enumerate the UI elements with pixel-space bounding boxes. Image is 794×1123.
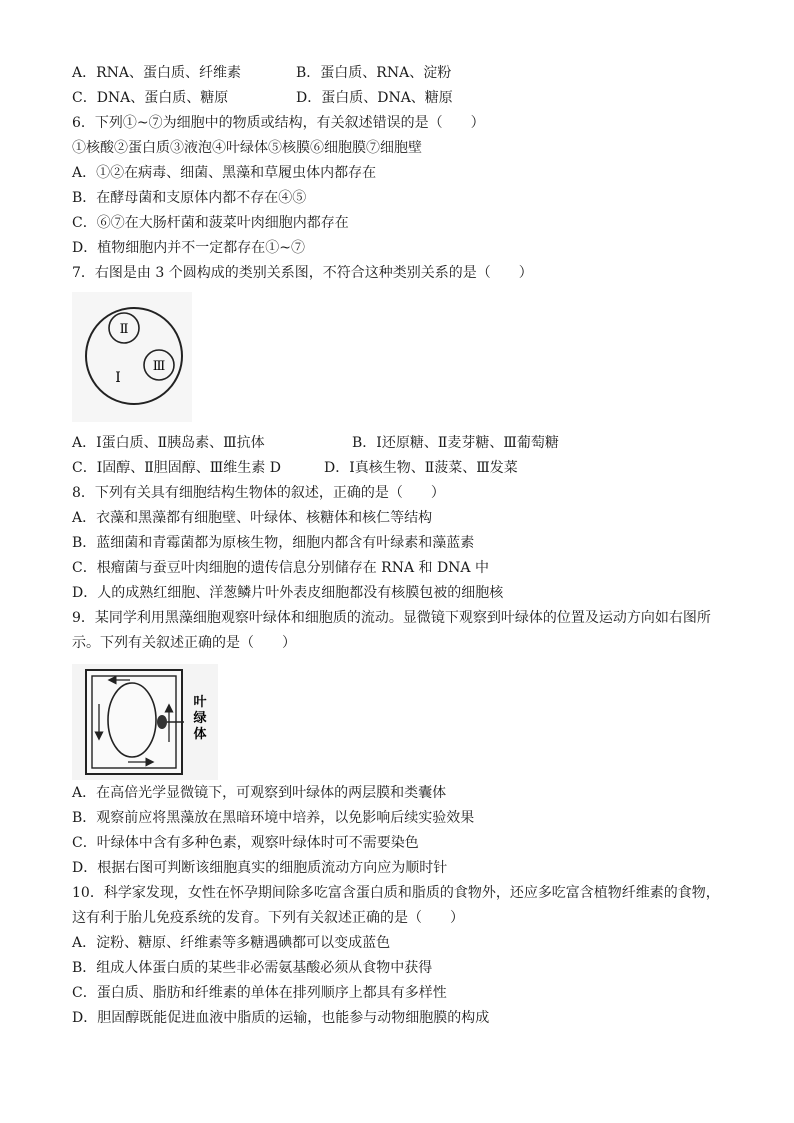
- q5-option-d: D．蛋白质、DNA、糖原: [296, 90, 453, 106]
- q9-option-d: D．根据右图可判断该细胞真实的细胞质流动方向应为顺时针: [72, 860, 448, 876]
- label-II: Ⅱ: [119, 322, 129, 337]
- q9-stem-line1: 9．某同学利用黑藻细胞观察叶绿体和细胞质的流动。显微镜下观察到叶绿体的位置及运动方向如右图所: [72, 610, 711, 626]
- q8-option-b: B．蓝细菌和青霉菌都为原核生物，细胞内都含有叶绿素和藻蓝素: [72, 535, 475, 551]
- q9-option-c: C．叶绿体中含有多种色素，观察叶绿体时可不需要染色: [72, 835, 419, 851]
- q6-stem: 6．下列①~⑦为细胞中的物质或结构，有关叙述错误的是（ ）: [72, 115, 485, 131]
- q9-option-b: B．观察前应将黑藻放在黑暗环境中培养，以免影响后续实验效果: [72, 810, 475, 826]
- q5-option-c: C．DNA、蛋白质、糖原: [72, 90, 229, 106]
- q10-stem-line2: 这有利于胎儿免疫系统的发育。下列有关叙述正确的是（ ）: [72, 910, 464, 926]
- q6-option-a: A．①②在病毒、细菌、黑藻和草履虫体内都存在: [72, 165, 377, 181]
- q10-option-d: D．胆固醇既能促进血液中脂质的运输，也能参与动物细胞膜的构成: [72, 1010, 490, 1026]
- chloroplast-label-char2: 绿: [193, 711, 207, 726]
- q8-option-c: C．根瘤菌与蚕豆叶肉细胞的遗传信息分别储存在 RNA 和 DNA 中: [72, 560, 489, 576]
- q10-stem-line1: 10．科学家发现，女性在怀孕期间除多吃富含蛋白质和脂质的食物外，还应多吃富含植物纤维素的食物，: [72, 885, 720, 901]
- q9-cell-figure: [72, 664, 218, 780]
- chloroplast-label-char1: 叶: [193, 695, 207, 710]
- q10-option-c: C．蛋白质、脂肪和纤维素的单体在排列顺序上都具有多样性: [72, 985, 447, 1001]
- chloroplast-label-char3: 体: [193, 727, 207, 742]
- q5-option-a: A．RNA、蛋白质、纤维素: [72, 65, 242, 81]
- label-I: Ⅰ: [115, 370, 121, 386]
- q7-option-a: A．Ⅰ蛋白质、Ⅱ胰岛素、Ⅲ抗体: [72, 435, 265, 451]
- label-III: Ⅲ: [152, 359, 166, 374]
- q7-option-b: B．Ⅰ还原糖、Ⅱ麦芽糖、Ⅲ葡萄糖: [352, 435, 559, 451]
- q9-option-a: A．在高倍光学显微镜下，可观察到叶绿体的两层膜和类囊体: [72, 785, 447, 801]
- q8-option-a: A．衣藻和黑藻都有细胞壁、叶绿体、核糖体和核仁等结构: [72, 510, 433, 526]
- q7-stem: 7．右图是由 3 个圆构成的类别关系图，不符合这种类别关系的是（ ）: [72, 265, 533, 281]
- q10-option-b: B．组成人体蛋白质的某些非必需氨基酸必须从食物中获得: [72, 960, 433, 976]
- q7-option-d: D．Ⅰ真核生物、Ⅱ菠菜、Ⅲ发菜: [324, 460, 518, 476]
- q8-stem: 8．下列有关具有细胞结构生物体的叙述，正确的是（ ）: [72, 485, 445, 501]
- q6-option-b: B．在酵母菌和支原体内都不存在④⑤: [72, 190, 307, 206]
- q6-option-d: D．植物细胞内并不一定都存在①~⑦: [72, 240, 305, 256]
- q8-option-d: D．人的成熟红细胞、洋葱鳞片叶外表皮细胞都没有核膜包被的细胞核: [72, 585, 504, 601]
- q6-items: ①核酸②蛋白质③液泡④叶绿体⑤核膜⑥细胞膜⑦细胞壁: [72, 140, 422, 156]
- q7-venn-figure: [72, 292, 192, 422]
- chloroplast: [157, 715, 167, 729]
- q10-option-a: A．淀粉、糖原、纤维素等多糖遇碘都可以变成蓝色: [72, 935, 391, 951]
- q7-option-c: C．Ⅰ固醇、Ⅱ胆固醇、Ⅲ维生素 D: [72, 460, 281, 476]
- q9-stem-line2: 示。下列有关叙述正确的是（ ）: [72, 635, 296, 651]
- q7-figure-background: [72, 292, 192, 422]
- q6-option-c: C．⑥⑦在大肠杆菌和菠菜叶肉细胞内都存在: [72, 215, 349, 231]
- q5-option-b: B．蛋白质、RNA、淀粉: [296, 65, 452, 81]
